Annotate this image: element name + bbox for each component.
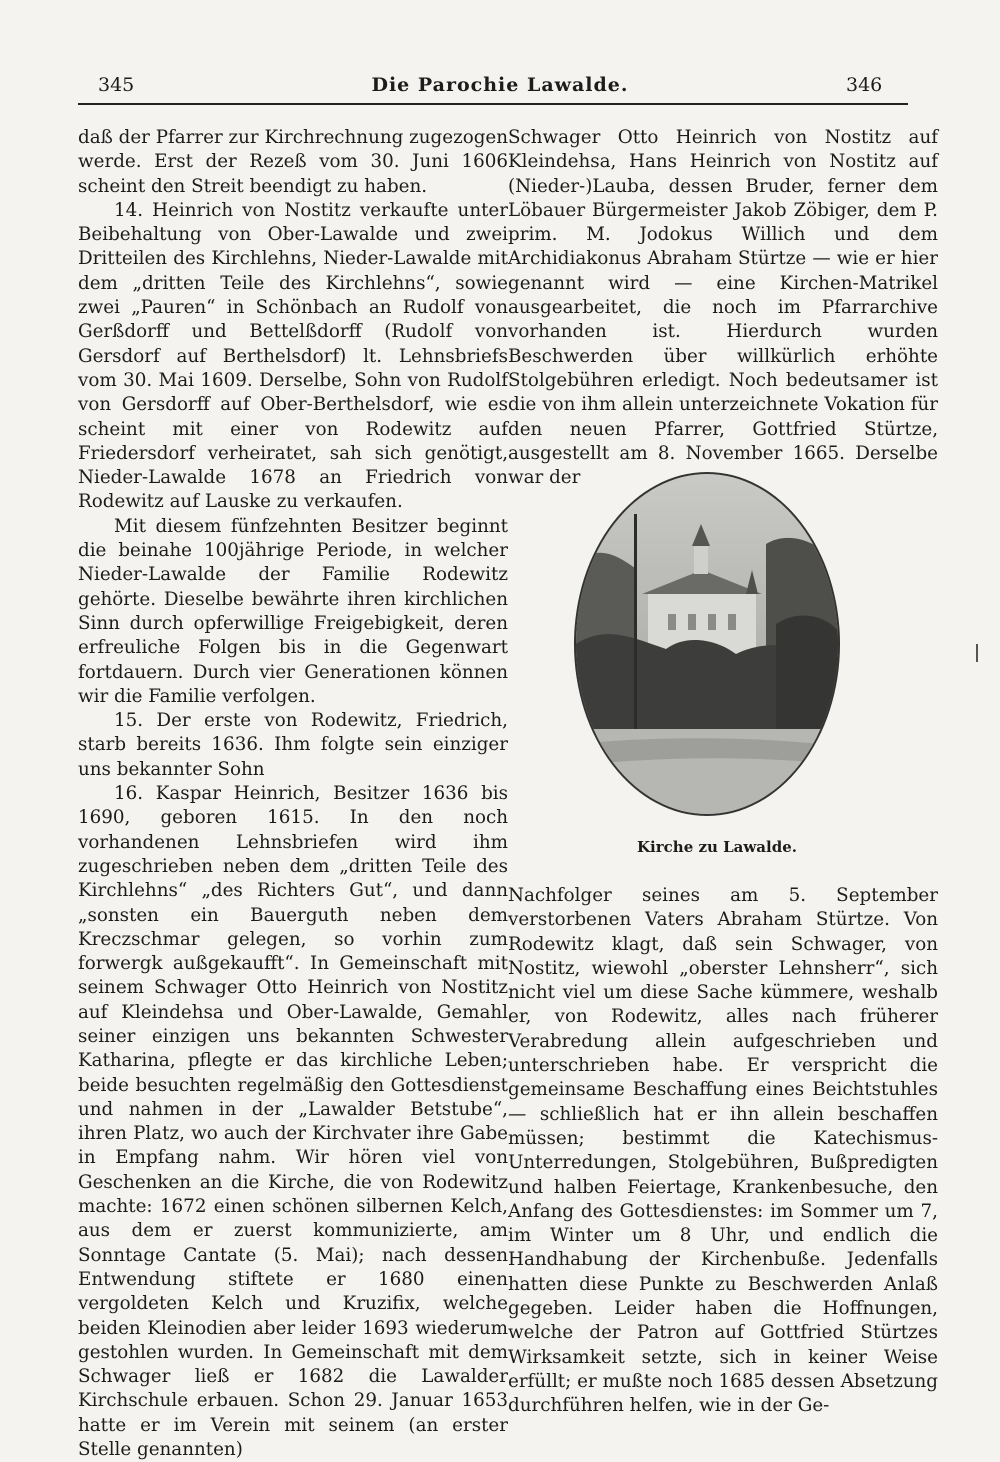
page-number-right: 346: [846, 74, 883, 96]
page-header: [0, 74, 1000, 106]
paragraph: 16. Kaspar Heinrich, Besitzer 1636 bis 1690, geboren 1615. In den noch vorhandenen Lehnsbriefen wird ihm zugeschrieben neben dem „dritten Teile des Kirchlehns“ „des Richters Gut“, und dann „sonsten ein Bauerguth neben dem Kreczschmar gelegen, so vorhin zum forwergk außgekaufft“. In Gemeinschaft mit seinem Schwager Otto Heinrich von Nostitz auf Kleindehsa und Ober-Lawalde, Gemahl seiner einzigen uns bekannten Schwester Katharina, pflegte er das kirchliche Leben; beide besuchten regelmäßig den Gottesdienst und nahmen in der „Lawalder Betstube“, ihren Platz, wo auch der Kirchvater ihre Gabe in Empfang nahm. Wir hören viel von Geschenken an die Kirche, die von Rodewitz machte: 1672 einen schönen silbernen Kelch, aus dem er zuerst kommunizierte, am Sonntage Cantate (5. Mai); nach dessen Entwendung stiftete er 1680 einen vergoldeten Kelch und Kruzifix, welche beiden Kleinodien aber leider 1693 wiederum gestohlen wurden. In Gemeinschaft mit dem Schwager ließ er 1682 die Lawalder Kirchschule erbauen. Schon 29. Januar 1653 hatte er im Verein mit seinem (an erster Stelle genannten): [78, 783, 508, 1461]
page-number-left: 345: [98, 74, 135, 96]
header-rule: [78, 103, 908, 105]
right-column-bottom: [508, 884, 938, 1419]
left-column: [78, 126, 508, 1462]
figure-caption: Kirche zu Lawalde.: [637, 838, 797, 856]
paragraph: Schwager Otto Heinrich von Nostitz auf Kleindehsa, Hans Heinrich von Nostitz auf (Nieder-)Lauba, dessen Bruder, ferner dem Löbauer Bürgermeister Jakob Zöbiger, dem P. prim. M. Jodokus Willich und dem Archidiakonus Abraham Stürtze — wie er hier genannt wird — eine Kirchen-Matrikel ausgearbeitet, die noch im Pfarrarchive vorhanden ist. Hierdurch wurden Beschwerden über willkürlich erhöhte Stolgebühren erledigt. Noch bedeutsamer ist die von ihm allein unterzeichnete Vokation für den neuen Pfarrer, Gottfried Stürtze, ausgestellt am 8. November 1665. Derselbe war der: [508, 127, 938, 489]
right-column-top: [508, 126, 938, 490]
paragraph: 14. Heinrich von Nostitz verkaufte unter Beibehaltung von Ober-Lawalde und zwei Dritteilen des Kirchlehns, Nieder-Lawalde mit dem „dritten Teile des Kirchlehns“, sowie zwei „Pauren“ in Schönbach an Rudolf von Gerßdorff und Bettelßdorff (Rudolf von Gersdorf auf Berthelsdorf) lt. Lehnsbriefs vom 30. Mai 1609. Derselbe, Sohn von Rudolf von Gersdorff auf Ober-Berthelsdorf, wie es scheint mit einer von Rodewitz auf Friedersdorf verheiratet, sah sich genötigt, Nieder-Lawalde 1678 an Friedrich von Rodewitz auf Lauske zu verkaufen.: [78, 199, 508, 513]
paragraph: daß der Pfarrer zur Kirchrechnung zugezogen werde. Erst der Rezeß vom 30. Juni 1606 scheint den Streit beendigt zu haben.: [78, 127, 508, 197]
paragraph: Mit diesem fünfzehnten Besitzer beginnt die beinahe 100jährige Periode, in welcher Nieder-Lawalde der Familie Rodewitz gehörte. Dieselbe bewährte ihren kirchlichen Sinn durch opferwillige Freigebigkeit, deren erfreuliche Folgen bis in die Gegenwart fortdauern. Durch vier Generationen können wir die Familie verfolgen.: [78, 515, 508, 707]
margin-mark: [976, 644, 978, 662]
paragraph: Nachfolger seines am 5. September verstorbenen Vaters Abraham Stürtze. Von Rodewitz klagt, daß sein Schwager, von Nostitz, wiewohl „oberster Lehnsherr“, sich nicht viel um diese Sache kümmere, weshalb er, von Rodewitz, alles nach früherer Verabredung allein aufgeschrieben und unterschrieben habe. Er verspricht die gemeinsame Beschaffung eines Beichtstuhles — schließlich hat er ihn allein beschaffen müssen; bestimmt die Katechismus-Unterredungen, Stolgebühren, Bußpredigten und halben Feiertage, Krankenbesuche, den Anfang des Gottesdienstes: im Sommer um 7, im Winter um 8 Uhr, und endlich die Handhabung der Kirchenbuße. Jedenfalls hatten diese Punkte zu Beschwerden Anlaß gegeben. Leider haben die Hoffnungen, welche der Patron auf Gottfried Stürtzes Wirksamkeit setzte, sich in keiner Weise erfüllt; er mußte noch 1685 dessen Absetzung durchführen helfen, wie in der Ge-: [508, 885, 938, 1417]
church-figure: [574, 472, 840, 856]
church-photo: [574, 472, 840, 816]
running-title: Die Parochie Lawalde.: [371, 74, 629, 96]
paragraph: 15. Der erste von Rodewitz, Friedrich, starb bereits 1636. Ihm folgte sein einziger uns bekannter Sohn: [78, 710, 508, 780]
